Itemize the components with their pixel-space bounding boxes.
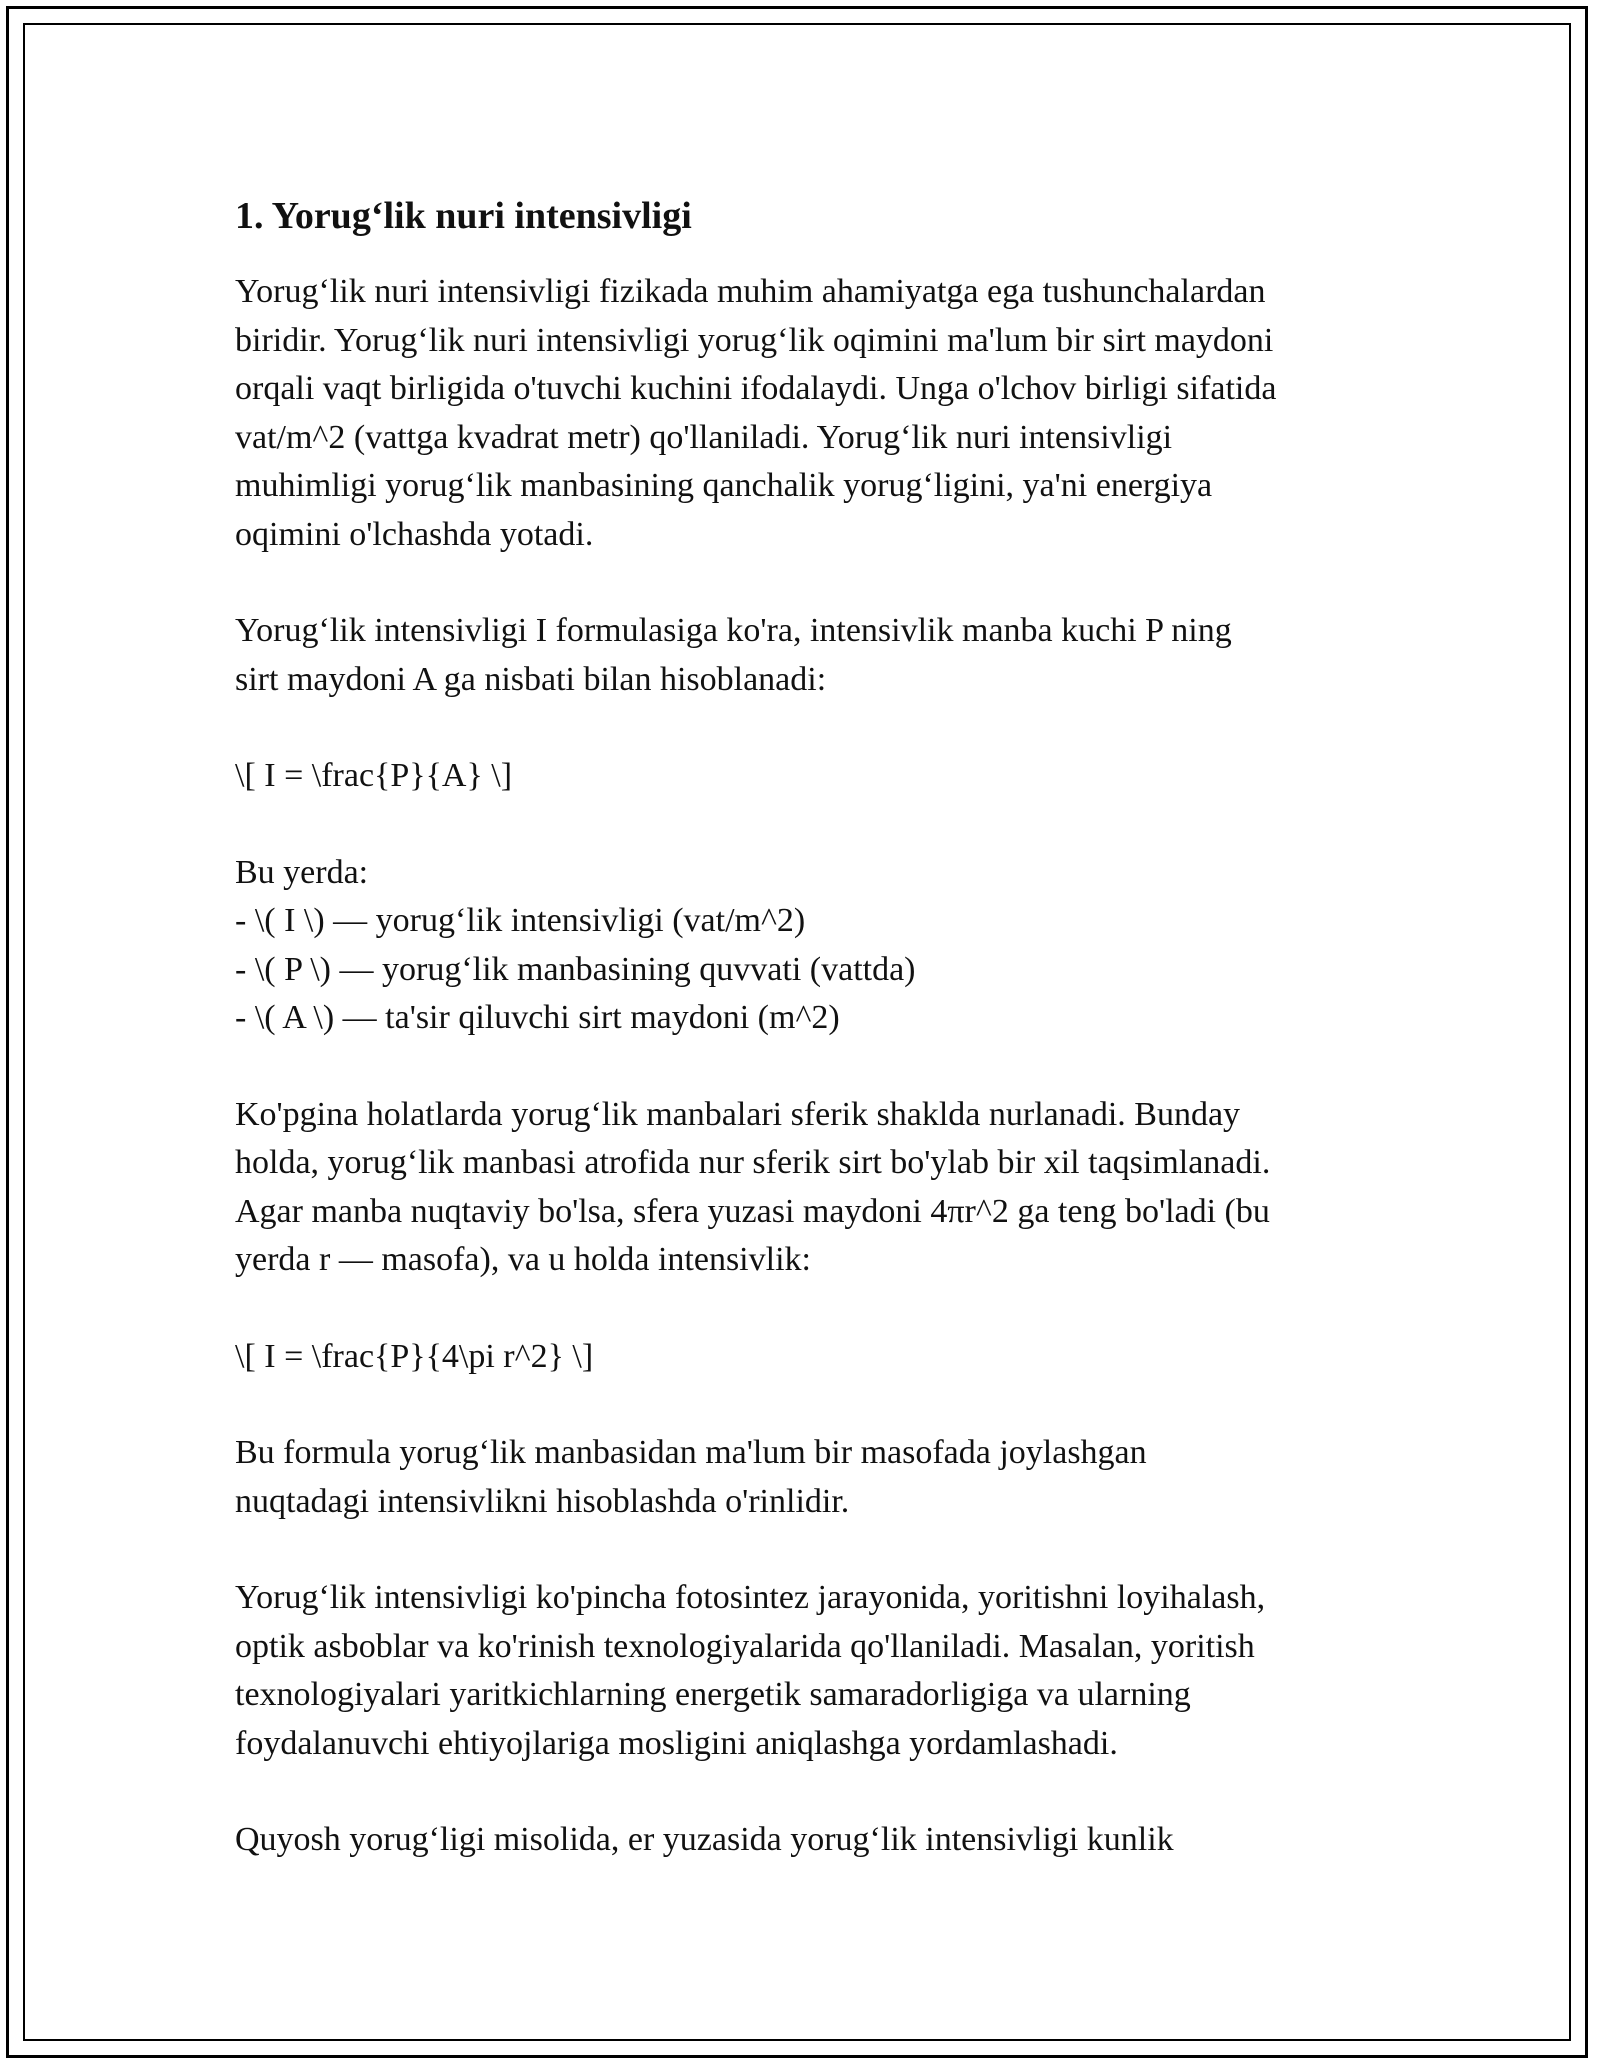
paragraph-intro: [235, 268, 1375, 559]
document-body: [235, 190, 1375, 1913]
text-line: Bu formula yorug‘lik manbasidan ma'lum bir masofada joylashgan: [235, 1434, 1147, 1471]
text-line: yerda r — masofa), va u holda intensivlik:: [235, 1241, 811, 1278]
text-line: foydalanuvchi ehtiyojlariga mosligini aniqlashga yordamlashadi.: [235, 1724, 1118, 1762]
text-line: Yorug‘lik intensivligi I formulasiga ko'ra, intensivlik manba kuchi P ning: [235, 612, 1232, 649]
text-line: Bu yerda:: [235, 853, 369, 891]
formula-line: \[ I = \frac{P}{4\pi r^2} \]: [235, 1337, 594, 1375]
formula-spherical: [235, 1333, 1375, 1382]
text-line: texnologiyalari yaritkichlarning energetik samaradorligiga va ularning: [235, 1676, 1191, 1713]
paragraph-formula-intro: [235, 607, 1375, 704]
text-line: sirt maydoni A ga nisbati bilan hisoblanadi:: [235, 660, 827, 698]
formula-line: \[ I = \frac{P}{A} \]: [235, 757, 513, 794]
paragraph-spherical: [235, 1091, 1375, 1285]
paragraph-formula-use: [235, 1429, 1375, 1526]
text-line: nuqtadagi intensivlikni hisoblashda o'rinlidir.: [235, 1482, 850, 1520]
formula-intensity: [235, 752, 1375, 801]
list-item: - \( P \) — yorug‘lik manbasining quvvati (vattda): [235, 950, 916, 988]
text-line: Agar manba nuqtaviy bo'lsa, sfera yuzasi maydoni 4πr^2 ga teng bo'ladi (bu: [235, 1192, 1270, 1230]
text-line: Yorug‘lik nuri intensivligi fizikada muhim ahamiyatga ega tushunchalardan: [235, 273, 1266, 310]
text-line: Yorug‘lik intensivligi ko'pincha fotosintez jarayonida, yoritishni loyihalash,: [235, 1579, 1266, 1616]
section-heading: 1. Yorug‘lik nuri intensivligi: [235, 195, 692, 237]
paragraph-sunlight: [235, 1816, 1375, 1865]
text-line: muhimligi yorug‘lik manbasining qanchalik yorug‘ligini, ya'ni energiya: [235, 467, 1213, 504]
text-line: biridir. Yorug‘lik nuri intensivligi yorug‘lik oqimini ma'lum bir sirt maydoni: [235, 321, 1274, 359]
list-item: - \( A \) — ta'sir qiluvchi sirt maydoni (m^2): [235, 999, 840, 1036]
text-line: vat/m^2 (vattga kvadrat metr) qo'llaniladi. Yorug‘lik nuri intensivligi: [235, 418, 1173, 456]
text-line: orqali vaqt birligida o'tuvchi kuchini ifodalaydi. Unga o'lchov birligi sifatida: [235, 370, 1277, 407]
text-line: oqimini o'lchashda yotadi.: [235, 515, 594, 553]
text-line: Ko'pgina holatlarda yorug‘lik manbalari sferik shaklda nurlanadi. Bunday: [235, 1095, 1241, 1133]
list-item: - \( I \) — yorug‘lik intensivligi (vat/m^2): [235, 902, 806, 939]
text-line: optik asboblar va ko'rinish texnologiyalarida qo'llaniladi. Masalan, yoritish: [235, 1627, 1255, 1665]
paragraph-definitions: [235, 849, 1375, 1043]
paragraph-applications: [235, 1574, 1375, 1768]
text-line: Quyosh yorug‘ligi misolida, er yuzasida yorug‘lik intensivligi kunlik: [235, 1821, 1174, 1858]
text-line: holda, yorug‘lik manbasi atrofida nur sferik sirt bo'ylab bir xil taqsimlanadi.: [235, 1144, 1271, 1181]
